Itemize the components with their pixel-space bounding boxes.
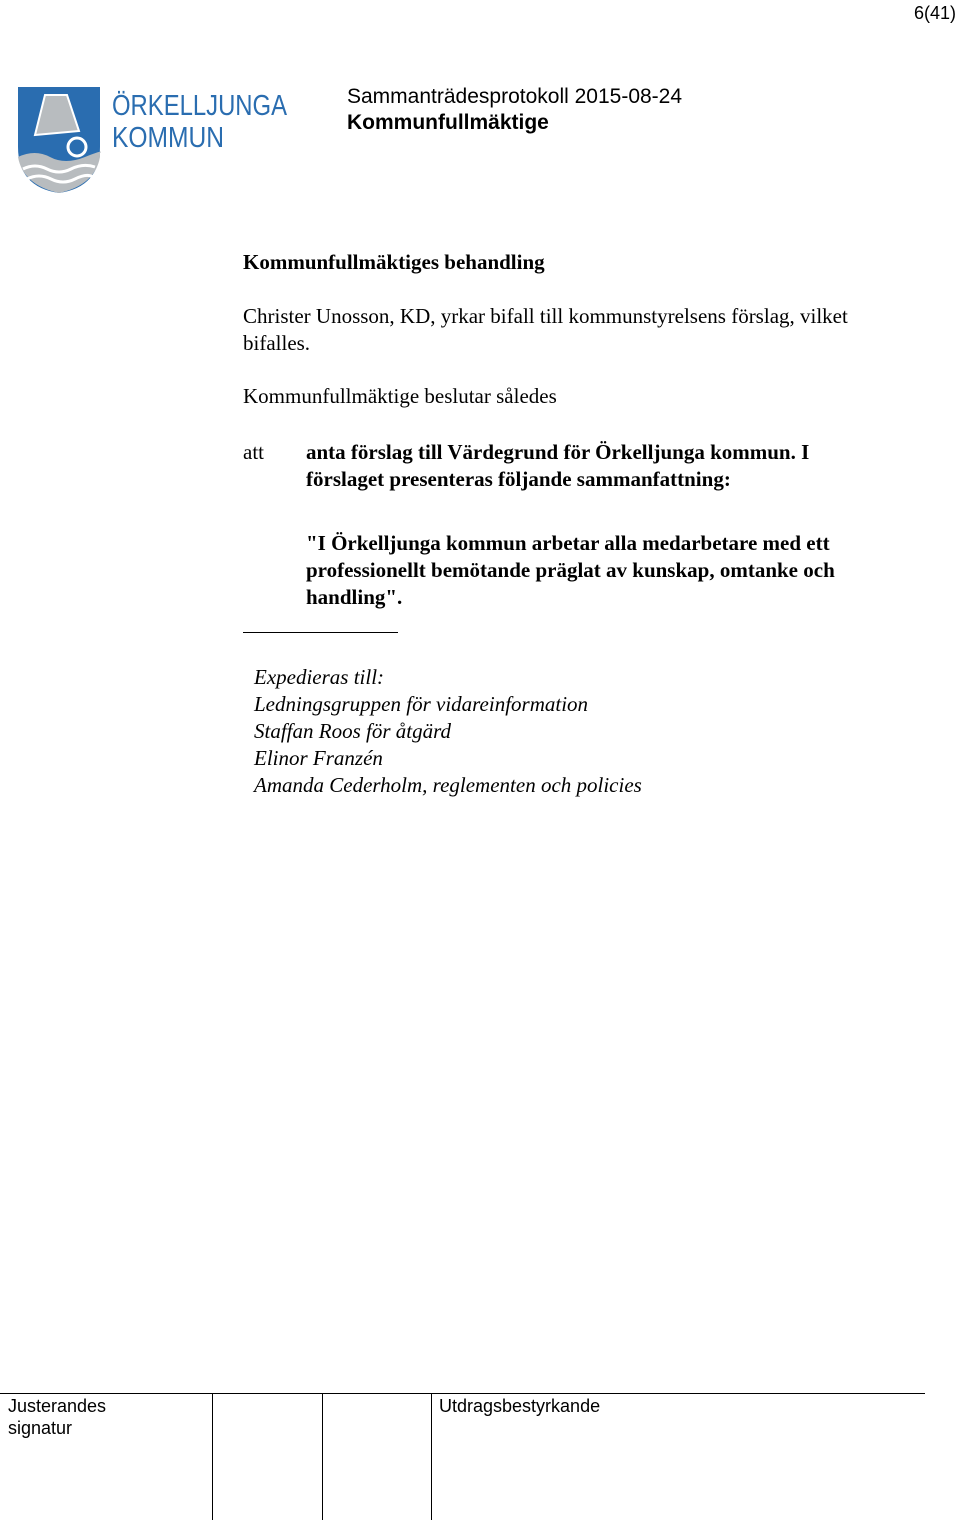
recipient-line: Amanda Cederholm, reglementen och policies xyxy=(254,773,642,797)
sign-label: signatur xyxy=(8,1418,73,1438)
decision-heading: Kommunfullmäktige beslutar således xyxy=(243,384,557,408)
extract-label: Utdragsbestyrkande xyxy=(439,1396,601,1416)
quote-line: professionellt bemötande präglat av kunskap, omtanke och xyxy=(306,558,835,582)
recipient-line: Ledningsgruppen för vidareinformation xyxy=(254,692,589,716)
protocol-subtitle: Kommunfullmäktige xyxy=(347,111,549,134)
footer-rule xyxy=(0,1393,925,1394)
footer-divider xyxy=(212,1394,213,1520)
expedieras-heading: Expedieras till: xyxy=(254,665,385,689)
motion-line: Christer Unosson, KD, yrkar bifall till kommunstyrelsens förslag, vilket xyxy=(243,304,848,328)
quote-line: "I Örkelljunga kommun arbetar alla medarbetare med ett xyxy=(306,531,830,555)
decision-line: anta förslag till Värdegrund för Örkelljunga kommun. I xyxy=(306,440,810,464)
page-number: 6(41) xyxy=(913,3,956,23)
motion-line: bifalles. xyxy=(243,331,311,355)
logo-line2: KOMMUN xyxy=(112,122,224,154)
quote-line: handling". xyxy=(306,585,403,609)
footer-divider xyxy=(322,1394,323,1520)
recipient-line: Elinor Franzén xyxy=(254,746,383,770)
decision-line: förslaget presenteras följande sammanfattning: xyxy=(306,467,731,491)
logo-line1: ÖRKELLJUNGA xyxy=(112,90,288,122)
recipient-line: Staffan Roos för åtgärd xyxy=(254,719,451,743)
separator-rule xyxy=(243,632,398,633)
footer-divider xyxy=(431,1394,432,1520)
municipality-logo xyxy=(15,85,290,195)
coat-of-arms-icon xyxy=(15,85,290,195)
sign-label: Justerandes xyxy=(8,1396,107,1416)
protocol-title: Sammanträdesprotokoll 2015-08-24 xyxy=(347,85,683,108)
section-heading: Kommunfullmäktiges behandling xyxy=(243,250,545,274)
att-label: att xyxy=(243,440,264,464)
